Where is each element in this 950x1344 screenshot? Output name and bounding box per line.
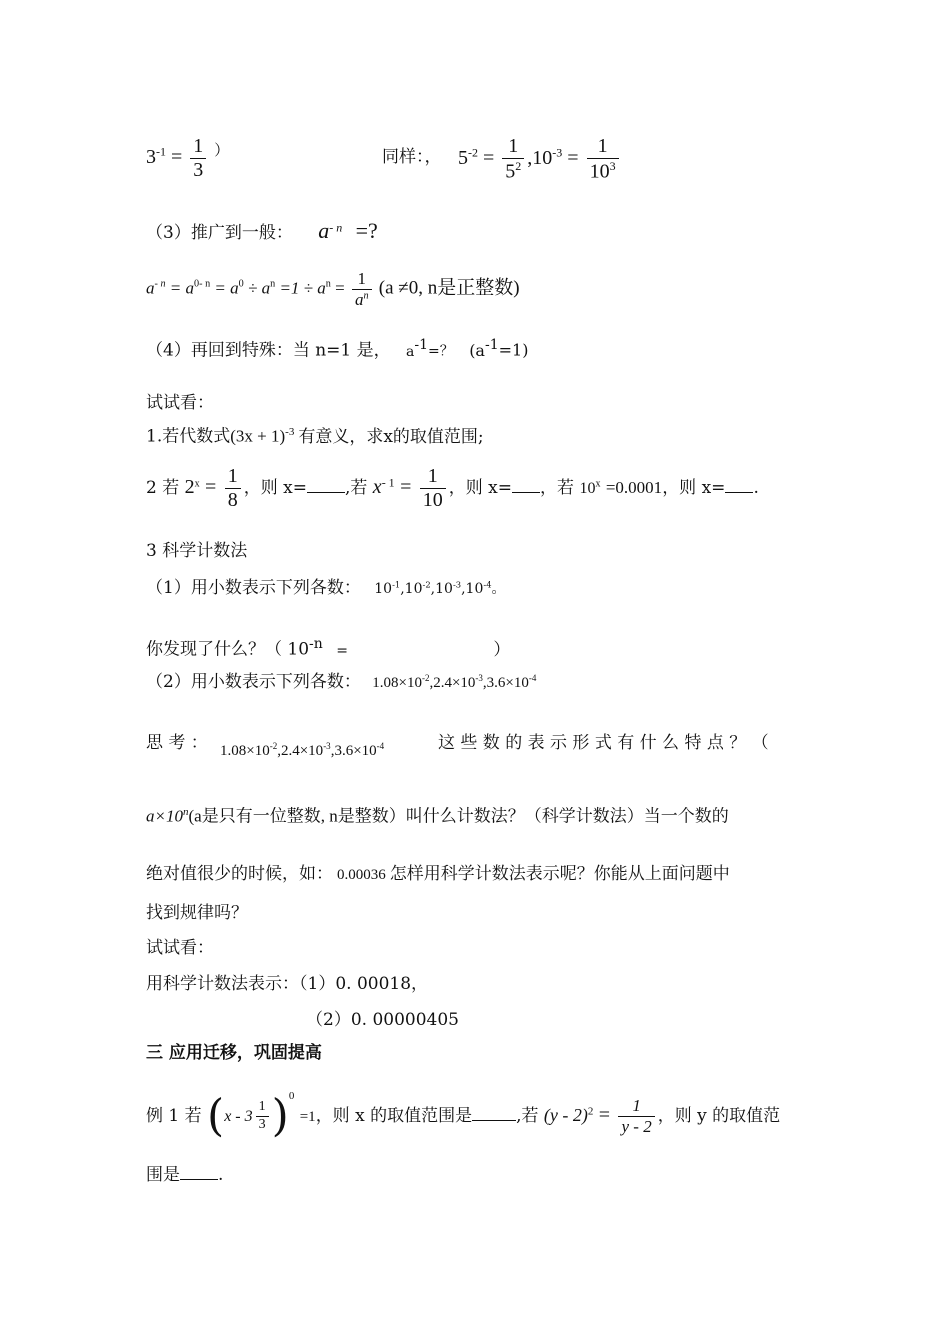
exercise-text: 2 若 [146,478,180,498]
question-text: 你发现了什么？（ 10 [146,639,310,660]
generalize-text: （3）推广到一般： [146,223,293,243]
math-exponent: 0- n [194,278,211,290]
equals-sign: = [171,146,183,169]
denominator [502,158,524,183]
math-term: 1.08×10 [372,675,422,691]
denominator: 10 [420,488,446,511]
example-1-continued [146,1165,223,1185]
math-term: ,2.4×10 [277,743,324,759]
example-text: 围是 [146,1165,180,1185]
exercise-text: ，则 x= [662,478,726,498]
math-base: 2 [184,476,195,498]
math-term: 1.08×10 [220,743,270,759]
answer-blank[interactable] [472,1106,516,1121]
math-exponent: n [325,278,331,290]
condition-text: (a ≠0, n是正整数) [378,277,520,299]
think-math [220,741,384,760]
math-term: = a [214,278,239,298]
denominator [352,289,372,309]
math-term: a×10 [146,806,183,826]
right-paren: ) [271,1090,289,1142]
math-exponent: -4 [376,741,385,751]
task-text: （2）用小数表示下列各数： [146,672,361,692]
math-exponent: -3 [552,145,563,160]
example-text: ，则 y 的取值范 [657,1106,781,1126]
numerator: 1 [508,135,519,157]
task-1-line [146,578,506,598]
math-exponent: 0 [288,1090,295,1102]
equals-sign: = [335,278,345,298]
math-exponent: -1 [392,579,401,590]
task-2-line [146,672,536,692]
den-exponent: 2 [515,159,522,173]
math-exponent: -1 [484,337,499,353]
math-list [372,675,536,691]
think-question [438,733,769,753]
math-exponent: - 1 [381,475,395,490]
numerator: 1 [227,465,238,487]
numerator: 1 [597,135,608,157]
likewise-label [382,147,442,167]
heading-text: 试试看： [146,393,214,413]
math-exponent: 0 [238,278,244,290]
example-text: 例 1 若 [146,1106,202,1126]
reciprocal-example-line [146,136,229,181]
general-derivation [146,270,520,309]
exercise-text: ，则 x= [243,478,307,498]
math-exponent: n [270,278,276,290]
exercise-text: 用科学计数法表示：（1）0. 00018， [146,974,429,994]
numerator: 1 [258,1099,266,1115]
numerator: 1 [427,465,438,487]
example-1 [146,1090,781,1142]
math-exponent: -3 [475,673,483,683]
math-base: ,10 [430,581,453,597]
denominator: 3 [256,1116,269,1133]
exercise-text: （2）0. 00000405 [306,1010,459,1030]
math-exponent: -2 [422,579,431,590]
special-case-text: （4）再回到特殊：当 n=1 是， [146,340,391,361]
heading-text: 试试看： [146,938,214,958]
math-term: ,3.6×10 [330,743,377,759]
math-base: (a [469,340,485,360]
generalize-line [146,218,378,244]
equals-sign: = [205,476,217,498]
math-exponent: -2 [421,673,430,683]
section-scientific-notation [146,541,247,561]
math-exponent: - n [329,220,343,235]
left-paren: ( [207,1090,225,1142]
period: 。 [491,581,506,597]
fraction [502,136,524,183]
math-term: =1 ÷ a [279,278,326,298]
denominator: y - 2 [618,1116,654,1136]
den-base: a [354,289,364,309]
example-text: ,若 [516,1106,539,1126]
exercise-1 [146,426,484,447]
math-exponent: -1 [414,337,429,353]
equals-sign: = [336,642,348,659]
math-exponent: -4 [528,673,537,683]
math-exponent: -n [309,636,323,652]
den-exponent: 3 [609,159,616,173]
likewise-text: 同样：， [382,147,442,167]
math-value: =1 [299,1109,316,1125]
denominator: 3 [190,158,206,181]
section-title: 3 科学计数法 [146,541,248,561]
exercise-text: ，若 [540,478,575,498]
math-exponent: -1 [156,144,166,159]
numerator: 1 [193,135,204,157]
closing-paren: ） [493,639,511,660]
math-exponent: -3 [323,741,331,751]
equals-sign: = [598,1104,611,1126]
answer-blank[interactable] [180,1165,218,1180]
math-list [374,581,505,597]
section-three-title [146,1043,322,1063]
section-title: 三 应用迁移，巩固提高 [146,1043,322,1063]
math-exponent: - n [154,278,166,290]
math-term: = a [169,278,195,298]
math-base: a [146,278,155,298]
den-base: 10 [589,160,610,183]
fraction [587,136,619,183]
math-base: a [318,218,330,243]
math-term: x - 3 [224,1108,253,1125]
fraction [256,1100,269,1132]
math-value: 0.00036 [337,867,386,883]
math-base: ,10 [527,146,553,169]
try-it-heading-2 [146,938,214,958]
math-base: ,10 [461,581,484,597]
exercise-text: 1.若代数式 [146,426,231,447]
answer-blank[interactable] [307,478,345,493]
denominator [587,158,619,183]
fraction [420,466,446,511]
math-base: 5 [458,146,468,169]
math-exponent: -3 [452,579,462,590]
paragraph-text: 绝对值很少的时候，如： [146,864,333,884]
question-equals: =? [355,218,378,243]
math-exponent: -4 [483,579,492,590]
task-text: （1）用小数表示下列各数： [146,578,361,598]
special-case-line [146,337,528,361]
math-exponent: x [194,478,200,490]
try-it-heading [146,393,214,413]
exercise-text: 有意义，求x的取值范围; [298,426,484,447]
answer-blank[interactable] [725,478,753,493]
den-base: 5 [505,160,516,183]
fraction [352,270,372,309]
math-exponent: -3 [285,426,295,438]
numerator: 1 [632,1096,641,1116]
math-term: ,3.6×10 [482,675,529,691]
math-expression: (3x + 1) [230,426,286,446]
example-text: ，则 x 的取值范围是 [315,1106,473,1126]
denominator: 8 [225,488,241,511]
exercise-sci-2 [306,1010,459,1030]
sci-notation-definition [146,806,729,827]
math-exponent: n [182,806,189,818]
math-base: x [372,476,382,498]
definition-text: ）叫什么计数法？（科学计数法）当一个数的 [388,806,729,827]
equals-sign: = [567,146,579,169]
exercise-2 [146,466,759,511]
math-exponent: -2 [468,145,478,160]
closing-paren: ） [214,143,230,160]
math-term: (y - 2) [543,1105,588,1125]
exercise-text: ,若 [344,478,368,498]
question-text: 这 些 数 的 表 示 形 式 有 什 么 特 点 ？ （ [438,733,769,753]
fraction [618,1097,654,1136]
fraction [225,466,241,511]
think-line [146,733,208,753]
period: . [218,1165,224,1185]
den-exponent: n [363,290,369,302]
math-base: 10 [579,480,596,497]
find-rule-line [146,903,248,923]
discovery-question [146,636,510,660]
math-term: ,2.4×10 [429,675,476,691]
exercise-sci-1 [146,974,428,994]
fraction [190,136,206,181]
answer-text: =1) [498,340,529,360]
numerator: 1 [357,269,366,288]
math-exponent: -2 [269,741,278,751]
math-base: 10 [374,581,393,597]
math-exponent: x [595,478,601,490]
likewise-formula [458,136,622,183]
math-base: 3 [146,146,156,169]
equals-sign: = [400,476,412,498]
answer-blank[interactable] [512,478,540,493]
abs-value-line [146,864,730,884]
period: . [753,478,759,498]
condition-text: (a是只有一位整数, n是整数 [188,806,389,826]
paragraph-text: 怎样用科学计数法表示呢？你能从上面问题中 [389,864,730,884]
question-equals: =？ [428,343,454,360]
paragraph-text: 找到规律吗？ [146,903,248,923]
think-label: 思 考 ： [146,733,208,753]
equals-sign: = [483,146,495,169]
exercise-text: ，则 x= [448,478,513,498]
math-base: a [406,343,415,360]
math-value: =0.0001 [605,478,663,497]
math-exponent: 2 [587,1105,594,1118]
math-term: ÷ a [248,278,271,298]
math-base: ,10 [400,581,423,597]
